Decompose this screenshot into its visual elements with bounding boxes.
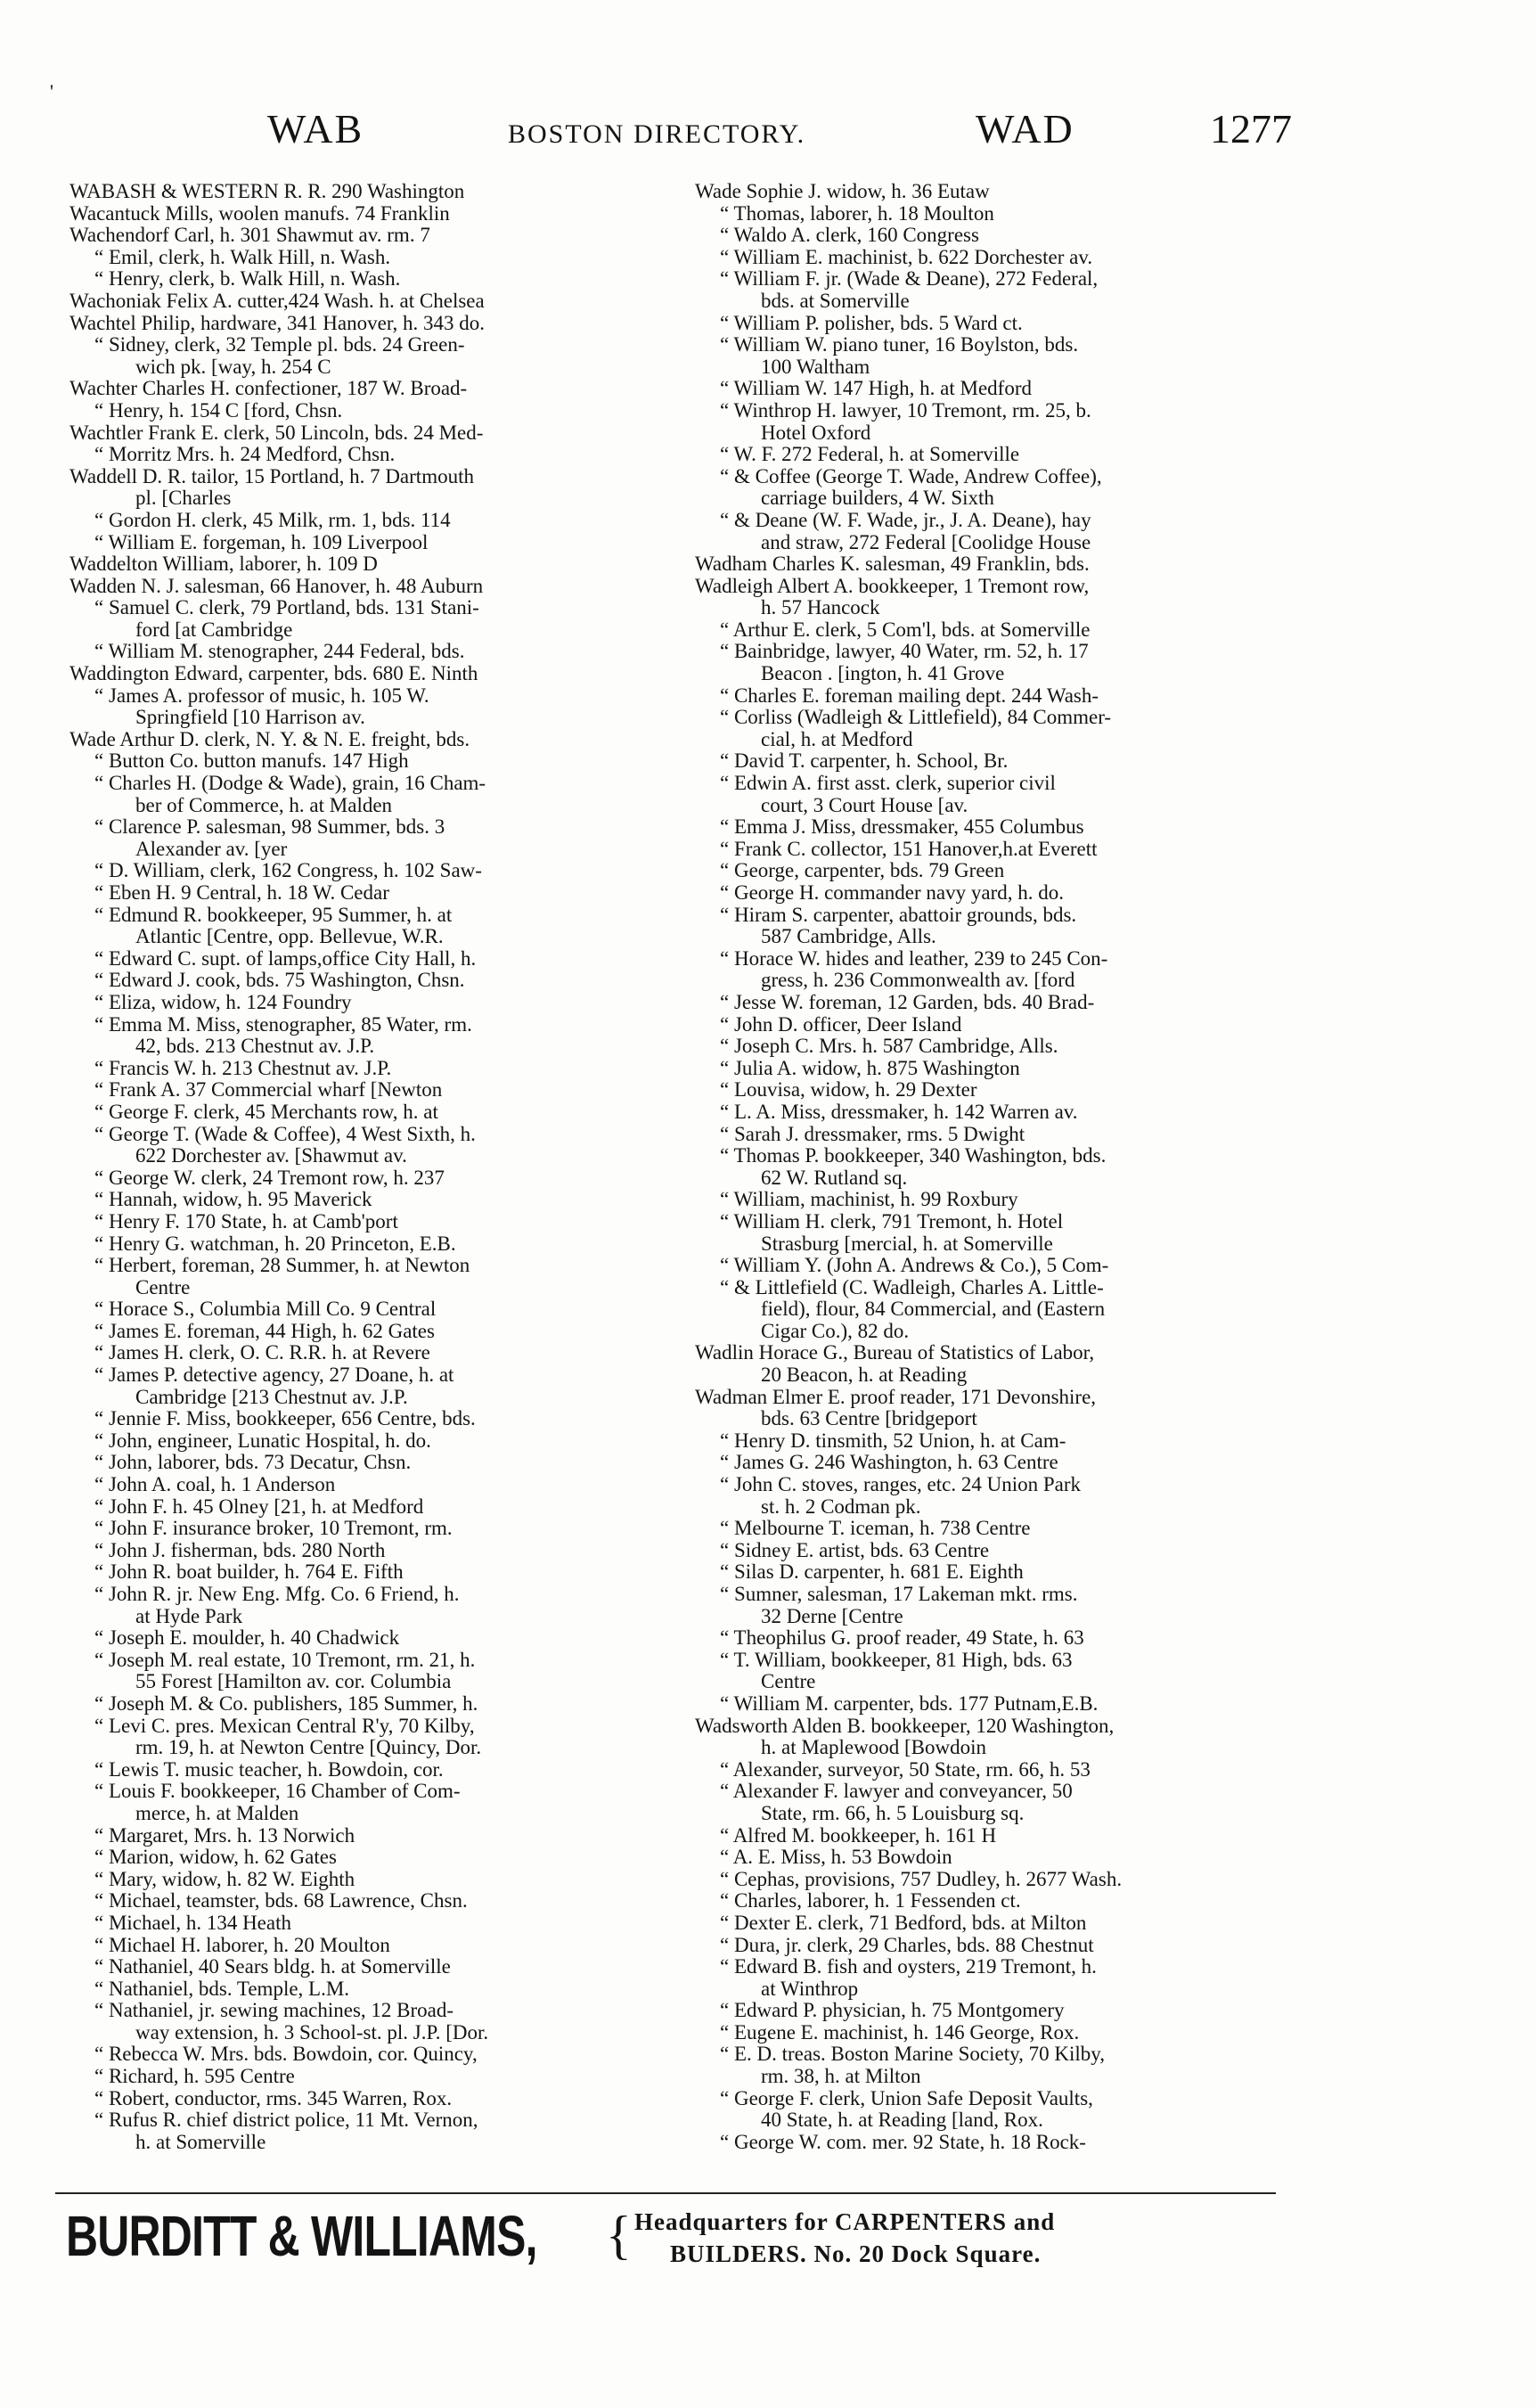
directory-entry-line: “ W. F. 272 Federal, h. at Somerville bbox=[720, 444, 1020, 466]
directory-entry-line: bds. 63 Centre [bridgeport bbox=[761, 1408, 977, 1430]
directory-entry-line: “ Nathaniel, 40 Sears bldg. h. at Somerville bbox=[94, 1956, 451, 1978]
directory-entry-line: “ John J. fisherman, bds. 280 North bbox=[94, 1539, 386, 1561]
directory-entry-line: “ Jesse W. foreman, 12 Garden, bds. 40 Brad- bbox=[720, 991, 1095, 1013]
header-right-key: WAD bbox=[976, 106, 1074, 152]
advertiser-name: BURDITT & WILLIAMS, bbox=[66, 2204, 537, 2268]
directory-entry-line: “ Eliza, widow, h. 124 Foundry bbox=[94, 991, 352, 1013]
directory-entry-line: and straw, 272 Federal [Coolidge House bbox=[761, 531, 1091, 553]
directory-entry-line: “ Charles E. foreman mailing dept. 244 Wash- bbox=[720, 684, 1099, 707]
header-title: BOSTON DIRECTORY. bbox=[508, 119, 806, 149]
directory-entry-line: “ Arthur E. clerk, 5 Com'l, bds. at Somerville bbox=[720, 618, 1091, 641]
directory-entry-line: “ Hiram S. carpenter, abattoir grounds, bds. bbox=[720, 904, 1077, 926]
directory-entry-line: “ Hannah, widow, h. 95 Maverick bbox=[94, 1189, 372, 1211]
directory-entry-line: “ Sarah J. dressmaker, rms. 5 Dwight bbox=[720, 1123, 1025, 1145]
directory-entry-line: Centre bbox=[761, 1671, 816, 1693]
directory-entry-line: “ Horace W. hides and leather, 239 to 245 Con- bbox=[720, 947, 1108, 970]
directory-entry-line: “ L. A. Miss, dressmaker, h. 142 Warren av. bbox=[720, 1101, 1078, 1123]
directory-entry-line: “ Sidney E. artist, bds. 63 Centre bbox=[720, 1539, 990, 1561]
directory-entry-line: Wade Sophie J. widow, h. 36 Eutaw bbox=[695, 181, 990, 202]
footer-brace: { bbox=[606, 2206, 632, 2265]
directory-entry-line: “ Joseph E. moulder, h. 40 Chadwick bbox=[94, 1627, 400, 1650]
directory-entry-line: cial, h. at Medford bbox=[761, 728, 913, 750]
directory-entry-line: “ James A. professor of music, h. 105 W. bbox=[94, 684, 429, 707]
directory-entry-line: “ Louis F. bookkeeper, 16 Chamber of Com- bbox=[94, 1781, 461, 1803]
directory-entry-line: “ Joseph M. & Co. publishers, 185 Summer, h. bbox=[94, 1692, 478, 1715]
directory-entry-line: “ Julia A. widow, h. 875 Washington bbox=[720, 1057, 1020, 1079]
directory-entry-line: “ Dura, jr. clerk, 29 Charles, bds. 88 Chestnut bbox=[720, 1934, 1094, 1956]
directory-entry-line: Beacon . [ington, h. 41 Grove bbox=[761, 663, 1005, 685]
directory-entry-line: “ Eugene E. machinist, h. 146 George, Rox. bbox=[720, 2021, 1080, 2044]
directory-entry-line: “ Melbourne T. iceman, h. 738 Centre bbox=[720, 1518, 1031, 1540]
directory-entry-line: “ George, carpenter, bds. 79 Green bbox=[720, 860, 1005, 882]
directory-entry-line: “ Charles, laborer, h. 1 Fessenden ct. bbox=[720, 1890, 1021, 1912]
directory-entry-line: “ Thomas P. bookkeeper, 340 Washington, bds. bbox=[720, 1145, 1107, 1167]
directory-entry-line: Springfield [10 Harrison av. bbox=[135, 707, 365, 729]
directory-entry-line: “ & Coffee (George T. Wade, Andrew Coffee), bbox=[720, 465, 1102, 487]
directory-entry-line: “ Henry F. 170 State, h. at Camb'port bbox=[94, 1210, 398, 1233]
directory-entry-line: Centre bbox=[135, 1276, 191, 1298]
advertisement-footer bbox=[0, 2199, 1536, 2297]
directory-entry-line: “ John, laborer, bds. 73 Decatur, Chsn. bbox=[94, 1452, 412, 1474]
directory-entry-line: “ Francis W. h. 213 Chestnut av. J.P. bbox=[94, 1057, 392, 1079]
directory-entry-line: at Hyde Park bbox=[135, 1605, 243, 1627]
directory-entry-line: “ Marion, widow, h. 62 Gates bbox=[94, 1847, 337, 1869]
directory-entry-line: “ William W. 147 High, h. at Medford bbox=[720, 378, 1032, 400]
directory-entry-line: “ Edmund R. bookkeeper, 95 Summer, h. at bbox=[94, 904, 453, 926]
directory-entry-line: “ E. D. treas. Boston Marine Society, 70 Kilby, bbox=[720, 2044, 1106, 2066]
directory-entry-line: “ Thomas, laborer, h. 18 Moulton bbox=[720, 202, 994, 225]
directory-entry-line: Wachtel Philip, hardware, 341 Hanover, h. 343 do. bbox=[69, 312, 486, 334]
directory-entry-line: h. 57 Hancock bbox=[761, 597, 880, 619]
directory-entry-line: “ William E. forgeman, h. 109 Liverpool bbox=[94, 531, 429, 553]
directory-entry-line: “ Corliss (Wadleigh & Littlefield), 84 Commer- bbox=[720, 707, 1112, 729]
directory-entry-line: pl. [Charles bbox=[135, 487, 232, 510]
directory-entry-line: “ Margaret, Mrs. h. 13 Norwich bbox=[94, 1824, 355, 1847]
directory-entry-line: at Winthrop bbox=[761, 1978, 859, 2000]
directory-entry-line: “ Rufus R. chief district police, 11 Mt. Vernon, bbox=[94, 2109, 478, 2132]
directory-entry-line: Wachtler Frank E. clerk, 50 Lincoln, bds. 24 Med- bbox=[69, 422, 484, 444]
directory-entry-line: “ Theophilus G. proof reader, 49 State, h. 63 bbox=[720, 1627, 1084, 1650]
directory-entry-line: “ Lewis T. music teacher, h. Bowdoin, cor. bbox=[94, 1758, 444, 1781]
directory-entry-line: “ Louvisa, widow, h. 29 Dexter bbox=[720, 1079, 977, 1102]
directory-entry-line: “ Michael, teamster, bds. 68 Lawrence, Chsn. bbox=[94, 1890, 468, 1912]
footer-rule bbox=[55, 2192, 1276, 2194]
directory-entry-line: “ Alfred M. bookkeeper, h. 161 H bbox=[720, 1824, 997, 1847]
directory-entry-line: Hotel Oxford bbox=[761, 422, 871, 444]
directory-entry-line: “ George H. commander navy yard, h. do. bbox=[720, 882, 1064, 904]
directory-entry-line: “ George F. clerk, 45 Merchants row, h. at bbox=[94, 1101, 438, 1123]
directory-entry-line: 32 Derne [Centre bbox=[761, 1605, 903, 1627]
directory-entry-line: “ Alexander F. lawyer and conveyancer, 50 bbox=[720, 1781, 1073, 1803]
directory-entry-line: “ Robert, conductor, rms. 345 Warren, Rox. bbox=[94, 2087, 453, 2109]
directory-entry-line: st. h. 2 Codman pk. bbox=[761, 1495, 921, 1518]
directory-entry-line: Alexander av. [yer bbox=[135, 838, 288, 860]
directory-entry-line: “ Morritz Mrs. h. 24 Medford, Chsn. bbox=[94, 444, 396, 466]
directory-entry-line: “ Michael H. laborer, h. 20 Moulton bbox=[94, 1934, 390, 1956]
header-left-key: WAB bbox=[267, 106, 364, 152]
directory-entry-line: “ Edward B. fish and oysters, 219 Tremont, h. bbox=[720, 1956, 1097, 1978]
directory-entry-line: “ Edward P. physician, h. 75 Montgomery bbox=[720, 2000, 1065, 2022]
directory-entry-line: “ Michael, h. 134 Heath bbox=[94, 1912, 291, 1934]
directory-entry-line: “ William Y. (John A. Andrews & Co.), 5 Com- bbox=[720, 1255, 1109, 1277]
directory-entry-line: “ Henry D. tinsmith, 52 Union, h. at Cam- bbox=[720, 1429, 1066, 1452]
directory-entry-line: “ William F. jr. (Wade & Deane), 272 Federal, bbox=[720, 268, 1099, 291]
directory-entry-line: “ T. William, bookkeeper, 81 High, bds. 63 bbox=[720, 1649, 1073, 1671]
directory-entry-line: “ Button Co. button manufs. 147 High bbox=[94, 750, 409, 773]
directory-entry-line: Wadleigh Albert A. bookkeeper, 1 Tremont row, bbox=[695, 575, 1090, 597]
directory-entry-line: “ Samuel C. clerk, 79 Portland, bds. 131 Stani- bbox=[94, 597, 479, 619]
directory-entry-line: “ George W. clerk, 24 Tremont row, h. 237 bbox=[94, 1167, 445, 1189]
directory-entry-line: “ Horace S., Columbia Mill Co. 9 Central bbox=[94, 1298, 437, 1321]
directory-entry-line: 62 W. Rutland sq. bbox=[761, 1167, 908, 1189]
directory-entry-line: “ Joseph C. Mrs. h. 587 Cambridge, Alls. bbox=[720, 1036, 1058, 1058]
directory-entry-line: “ Waldo A. clerk, 160 Congress bbox=[720, 225, 979, 247]
directory-entry-line: Waddell D. R. tailor, 15 Portland, h. 7 Dartmouth bbox=[69, 465, 474, 487]
directory-entry-line: Cigar Co.), 82 do. bbox=[761, 1320, 910, 1342]
directory-entry-line: “ Henry, h. 154 C [ford, Chsn. bbox=[94, 399, 343, 422]
directory-entry-line: “ & Littlefield (C. Wadleigh, Charles A. Little- bbox=[720, 1276, 1104, 1298]
directory-entry-line: “ Edwin A. first asst. clerk, superior civil bbox=[720, 773, 1056, 795]
directory-entry-line: “ George F. clerk, Union Safe Deposit Vaults, bbox=[720, 2087, 1093, 2109]
directory-entry-line: “ William E. machinist, b. 622 Dorchester av. bbox=[720, 246, 1093, 268]
directory-entry-line: “ William W. piano tuner, 16 Boylston, bds. bbox=[720, 334, 1079, 356]
directory-entry-line: “ Levi C. pres. Mexican Central R'y, 70 Kilby, bbox=[94, 1715, 475, 1737]
directory-entry-line: “ Cephas, provisions, 757 Dudley, h. 2677 Wash. bbox=[720, 1868, 1123, 1890]
directory-entry-line: Wacantuck Mills, woolen manufs. 74 Franklin bbox=[69, 202, 450, 225]
directory-entry-line: “ Charles H. (Dodge & Wade), grain, 16 Cham- bbox=[94, 773, 486, 795]
directory-entry-line: wich pk. [way, h. 254 C bbox=[135, 356, 331, 378]
directory-entry-line: “ George T. (Wade & Coffee), 4 West Sixth, h. bbox=[94, 1123, 476, 1145]
directory-entry-line: “ Henry G. watchman, h. 20 Princeton, E.B. bbox=[94, 1233, 456, 1255]
directory-entry-line: “ Eben H. 9 Central, h. 18 W. Cedar bbox=[94, 882, 389, 904]
directory-entry-line: “ Nathaniel, bds. Temple, L.M. bbox=[94, 1978, 350, 2000]
directory-entry-line: 100 Waltham bbox=[761, 356, 870, 378]
directory-entry-line: “ William M. carpenter, bds. 177 Putnam,E.B. bbox=[720, 1692, 1099, 1715]
directory-entry-line: “ Rebecca W. Mrs. bds. Bowdoin, cor. Quincy, bbox=[94, 2044, 478, 2066]
directory-entry-line: way extension, h. 3 School-st. pl. J.P. [Dor. bbox=[135, 2021, 489, 2044]
directory-entry-line: Wadlin Horace G., Bureau of Statistics of Labor, bbox=[695, 1342, 1095, 1364]
directory-entry-line: “ William H. clerk, 791 Tremont, h. Hotel bbox=[720, 1210, 1064, 1233]
directory-entry-line: Wachendorf Carl, h. 301 Shawmut av. rm. 7 bbox=[69, 225, 430, 247]
directory-entry-line: “ Dexter E. clerk, 71 Bedford, bds. at Milton bbox=[720, 1912, 1087, 1934]
directory-entry-line: “ Joseph M. real estate, 10 Tremont, rm. 21, h. bbox=[94, 1649, 476, 1671]
directory-entry-line: “ James P. detective agency, 27 Doane, h. at bbox=[94, 1364, 454, 1387]
directory-entry-line: “ Emma M. Miss, stenographer, 85 Water, rm. bbox=[94, 1013, 472, 1036]
directory-entry-line: “ Jennie F. Miss, bookkeeper, 656 Centre, bds. bbox=[94, 1408, 476, 1430]
directory-entry-line: carriage builders, 4 W. Sixth bbox=[761, 487, 994, 510]
directory-entry-line: “ William M. stenographer, 244 Federal, bds. bbox=[94, 641, 465, 663]
directory-entry-line: 55 Forest [Hamilton av. cor. Columbia bbox=[135, 1671, 452, 1693]
directory-entry-line: “ James G. 246 Washington, h. 63 Centre bbox=[720, 1452, 1058, 1474]
directory-entry-line: “ Sidney, clerk, 32 Temple pl. bds. 24 Green- bbox=[94, 334, 465, 356]
directory-entry-line: WABASH & WESTERN R. R. 290 Washington bbox=[69, 181, 465, 202]
directory-entry-line: “ John C. stoves, ranges, etc. 24 Union Park bbox=[720, 1474, 1081, 1496]
directory-entry-line: “ A. E. Miss, h. 53 Bowdoin bbox=[720, 1847, 952, 1869]
advertisement-line-2: BUILDERS. No. 20 Dock Square. bbox=[670, 2240, 1042, 2267]
directory-entry-line: “ William, machinist, h. 99 Roxbury bbox=[720, 1189, 1018, 1211]
directory-entry-line: “ James E. foreman, 44 High, h. 62 Gates bbox=[94, 1320, 435, 1342]
directory-entry-line: court, 3 Court House [av. bbox=[761, 794, 968, 816]
directory-entry-line: “ Emma J. Miss, dressmaker, 455 Columbus bbox=[720, 816, 1084, 839]
directory-entry-line: merce, h. at Malden bbox=[135, 1802, 299, 1824]
directory-entry-line: Atlantic [Centre, opp. Bellevue, W.R. bbox=[135, 926, 444, 948]
directory-entry-line: Cambridge [213 Chestnut av. J.P. bbox=[135, 1386, 408, 1408]
directory-entry-line: “ William P. polisher, bds. 5 Ward ct. bbox=[720, 312, 1023, 334]
directory-entry-line: ber of Commerce, h. at Malden bbox=[135, 794, 393, 816]
directory-entry-line: “ John A. coal, h. 1 Anderson bbox=[94, 1474, 336, 1496]
directory-entry-line: h. at Somerville bbox=[135, 2131, 266, 2153]
directory-entry-line: “ John F. insurance broker, 10 Tremont, rm. bbox=[94, 1518, 453, 1540]
directory-entry-line: “ John D. officer, Deer Island bbox=[720, 1013, 962, 1036]
directory-entry-line: “ Sumner, salesman, 17 Lakeman mkt. rms. bbox=[720, 1584, 1078, 1605]
left-column bbox=[69, 181, 675, 2153]
directory-entry-line: rm. 19, h. at Newton Centre [Quincy, Dor. bbox=[135, 1737, 482, 1759]
directory-entry-line: “ Richard, h. 595 Centre bbox=[94, 2066, 295, 2088]
advertisement-line-1: Headquarters for CARPENTERS and bbox=[634, 2208, 1056, 2235]
directory-entry-line: “ D. William, clerk, 162 Congress, h. 102 Saw- bbox=[94, 860, 482, 882]
directory-entry-line: “ Clarence P. salesman, 98 Summer, bds. 3 bbox=[94, 816, 445, 839]
directory-entry-line: “ Herbert, foreman, 28 Summer, h. at Newton bbox=[94, 1255, 470, 1277]
directory-entry-line: “ David T. carpenter, h. School, Br. bbox=[720, 750, 1009, 773]
directory-entry-line: “ Edward J. cook, bds. 75 Washington, Chsn. bbox=[94, 970, 465, 992]
directory-entry-line: 20 Beacon, h. at Reading bbox=[761, 1364, 968, 1387]
directory-entry-line: “ John F. h. 45 Olney [21, h. at Medford bbox=[94, 1495, 424, 1518]
directory-entry-line: “ Alexander, surveyor, 50 State, rm. 66, h. 53 bbox=[720, 1758, 1091, 1781]
directory-entry-line: “ Winthrop H. lawyer, 10 Tremont, rm. 25, b. bbox=[720, 399, 1091, 422]
directory-entry-line: “ Silas D. carpenter, h. 681 E. Eighth bbox=[720, 1561, 1024, 1584]
directory-entry-line: “ John, engineer, Lunatic Hospital, h. do. bbox=[94, 1429, 431, 1452]
directory-entry-line: 42, bds. 213 Chestnut av. J.P. bbox=[135, 1036, 375, 1058]
directory-entry-line: Waddelton William, laborer, h. 109 D bbox=[69, 553, 378, 576]
directory-entry-line: State, rm. 66, h. 5 Louisburg sq. bbox=[761, 1802, 1025, 1824]
directory-entry-line: h. at Maplewood [Bowdoin bbox=[761, 1737, 986, 1759]
directory-entry-line: “ Gordon H. clerk, 45 Milk, rm. 1, bds. 114 bbox=[94, 509, 451, 531]
directory-entry-line: rm. 38, h. at Milton bbox=[761, 2066, 921, 2088]
directory-entry-line: field), flour, 84 Commercial, and (Eastern bbox=[761, 1298, 1106, 1321]
directory-entry-line: gress, h. 236 Commonwealth av. [ford bbox=[761, 970, 1075, 992]
directory-entry-line: Strasburg [mercial, h. at Somerville bbox=[761, 1233, 1053, 1255]
page-header bbox=[0, 105, 1536, 168]
directory-entry-line: Wachoniak Felix A. cutter,424 Wash. h. at Chelsea bbox=[69, 290, 485, 312]
directory-entry-line: Wadham Charles K. salesman, 49 Franklin, bds. bbox=[695, 553, 1090, 576]
directory-entry-line: “ James H. clerk, O. C. R.R. h. at Revere bbox=[94, 1342, 430, 1364]
directory-entry-line: ford [at Cambridge bbox=[135, 618, 293, 641]
directory-entry-line: “ Bainbridge, lawyer, 40 Water, rm. 52, h. 17 bbox=[720, 641, 1089, 663]
directory-entry-line: “ Frank C. collector, 151 Hanover,h.at Everett bbox=[720, 838, 1098, 860]
directory-entry-line: Wadsworth Alden B. bookkeeper, 120 Washington, bbox=[695, 1715, 1115, 1737]
directory-entry-line: bds. at Somerville bbox=[761, 290, 910, 312]
directory-entry-line: Wadden N. J. salesman, 66 Hanover, h. 48 Auburn bbox=[69, 575, 484, 597]
directory-entry-line: “ Edward C. supt. of lamps,office City Hall, h. bbox=[94, 947, 477, 970]
directory-entry-line: “ Emil, clerk, h. Walk Hill, n. Wash. bbox=[94, 246, 391, 268]
right-column bbox=[695, 181, 1274, 2153]
margin-mark: ' bbox=[50, 80, 53, 102]
directory-entry-line: 587 Cambridge, Alls. bbox=[761, 926, 936, 948]
directory-entry-line: Wadman Elmer E. proof reader, 171 Devonshire, bbox=[695, 1386, 1097, 1408]
directory-entry-line: “ George W. com. mer. 92 State, h. 18 Rock- bbox=[720, 2131, 1086, 2153]
directory-entry-line: “ Henry, clerk, b. Walk Hill, n. Wash. bbox=[94, 268, 401, 291]
directory-entry-line: “ John R. boat builder, h. 764 E. Fifth bbox=[94, 1561, 404, 1584]
directory-entry-line: “ John R. jr. New Eng. Mfg. Co. 6 Friend, h. bbox=[94, 1584, 460, 1605]
directory-entry-line: 622 Dorchester av. [Shawmut av. bbox=[135, 1145, 407, 1167]
directory-entry-line: “ Frank A. 37 Commercial wharf [Newton bbox=[94, 1079, 443, 1102]
directory-entry-line: Wade Arthur D. clerk, N. Y. & N. E. freight, bds. bbox=[69, 728, 470, 750]
directory-entry-line: Wachter Charles H. confectioner, 187 W. Broad- bbox=[69, 378, 468, 400]
directory-entry-line: “ Nathaniel, jr. sewing machines, 12 Broad- bbox=[94, 2000, 454, 2022]
directory-entry-line: Waddington Edward, carpenter, bds. 680 E. Ninth bbox=[69, 663, 478, 685]
directory-entry-line: “ & Deane (W. F. Wade, jr., J. A. Deane), hay bbox=[720, 509, 1091, 531]
directory-entry-line: “ Mary, widow, h. 82 W. Eighth bbox=[94, 1868, 355, 1890]
page-number: 1277 bbox=[1210, 106, 1292, 152]
directory-entry-line: 40 State, h. at Reading [land, Rox. bbox=[761, 2109, 1043, 2132]
